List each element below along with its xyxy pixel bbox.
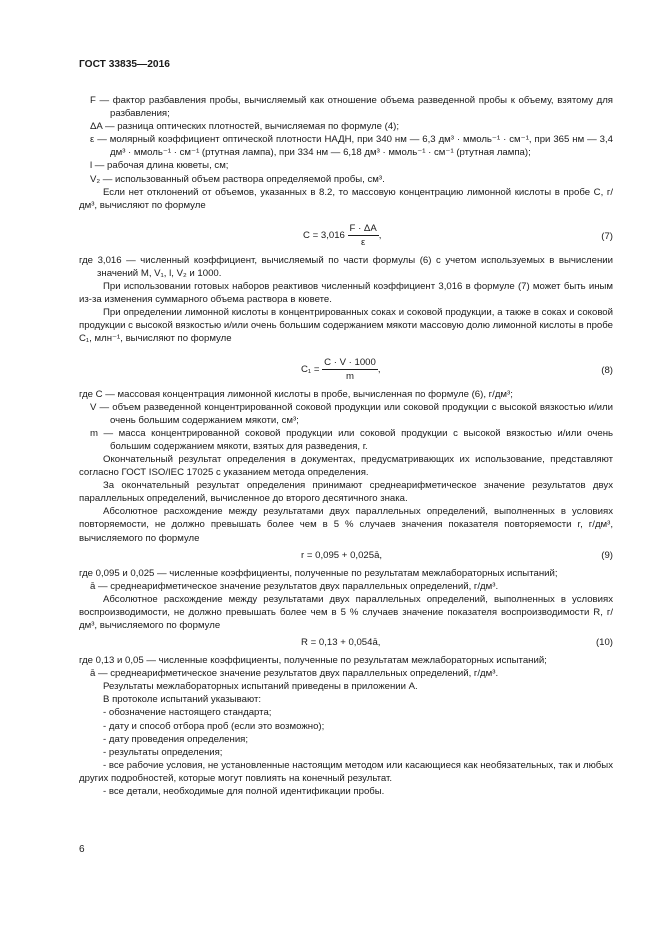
list-item: - обозначение настоящего стандарта;: [103, 707, 272, 719]
where-clause: где 3,016 — численный коэффициент, вычисляемый по части формулы (6) с учетом используемых в вычислении значений M, V₁, l, V₂ и 1000.: [79, 254, 613, 279]
numerator: F · ΔA: [348, 222, 379, 236]
paragraph: Абсолютное расхождение между результатами двух параллельных определений, выполненных в условиях воспроизводимости, не должно превышать более чем в 5 % случаев значение показателя воспроизводимости R, г/дм³, вычисляемого по формуле: [79, 593, 613, 631]
paragraph: Результаты межлабораторных испытаний приведены в приложении А.: [103, 681, 418, 693]
paragraph: Абсолютное расхождение между результатами двух параллельных определений, выполненных в условиях повторяемости, не должно превышать более чем в 5 % случаев значения показателя повторяемости r, г/дм³, вычисляемого по формуле: [79, 506, 613, 544]
fraction: [322, 356, 378, 383]
list-item: - все рабочие условия, не установленные настоящим методом или касающиеся как необязательных, так и любых других подробностей, которые могут повлиять на конечный результат.: [79, 759, 613, 784]
document-header: ГОСТ 33835—2016: [79, 59, 170, 70]
definition-item: ΔA — разница оптических плотностей, вычисляемая по формуле (4);: [90, 121, 400, 133]
formula-number: (9): [601, 549, 613, 561]
formula-number: (8): [601, 364, 613, 376]
definition-item: l — рабочая длина кюветы, см;: [90, 160, 229, 172]
denominator: m: [345, 370, 354, 382]
formula-9: [79, 549, 613, 563]
list-item: - дату и способ отбора проб (если это возможно);: [103, 720, 325, 732]
list-item: - результаты определения;: [103, 746, 223, 758]
definition-item: F — фактор разбавления пробы, вычисляемый как отношение объема разведенной пробы к объему, взятому для разбавления;: [90, 95, 613, 120]
formula-number: (7): [601, 230, 613, 242]
where-clause: где 0,095 и 0,025 — численные коэффициенты, полученные по результатам межлабораторных испытаний;: [79, 567, 558, 579]
definition-item: ε — молярный коэффициент оптической плотности НАДН, при 340 нм — 6,3 дм³ · ммоль⁻¹ · см⁻¹, при 365 нм — 3,4 дм³ · ммоль⁻¹ · см⁻¹ (ртутная лампа), при 334 нм — 6,18 дм³ · ммоль⁻¹ · см⁻¹ (ртутная лампа);: [90, 134, 613, 159]
formula-lhs: C = 3,016: [303, 229, 345, 241]
formula-7: [79, 218, 613, 250]
paragraph: При определении лимонной кислоты в концентрированных соках и соковой продукции, а также в соках и соковой продукции с высокой вязкостью и/или очень большим содержанием мякоти массовую долю лимонной кислоты в пробе C₁, млн⁻¹, вычисляют по формуле: [79, 307, 613, 345]
denominator: ε: [361, 236, 366, 248]
formula-10: [79, 636, 613, 650]
where-clause: где 0,13 и 0,05 — численные коэффициенты, полученные по результатам межлабораторных испытаний;: [79, 655, 547, 667]
definition-item: ā — среднеарифметическое значение результатов двух параллельных определений, г/дм³.: [90, 580, 499, 592]
page-number: 6: [79, 844, 85, 855]
fraction: [348, 222, 379, 249]
formula-expression: r = 0,095 + 0,025ā,: [301, 549, 383, 561]
paragraph: Если нет отклонений от объемов, указанных в 8.2, то массовую концентрацию лимонной кислоты в пробе C, г/дм³, вычисляют по формуле: [79, 186, 613, 211]
formula-expression: R = 0,13 + 0,054ā,: [301, 637, 381, 649]
definition-item: V₂ — использованный объем раствора определяемой пробы, см³.: [90, 173, 385, 185]
paragraph: Окончательный результат определения в документах, предусматривающих их использование, представляют согласно ГОСТ ISO/IEC 17025 с указанием метода определения.: [79, 453, 613, 479]
paragraph: При использовании готовых наборов реактивов численный коэффициент 3,016 в формуле (7) может быть иным из-за изменения суммарного объема раствора в кювете.: [79, 281, 613, 306]
definition-item: V — объем разведенной концентрированной соковой продукции или соковой продукции с высокой вязкостью и/или очень большим содержанием мякоти, см³;: [90, 401, 613, 426]
numerator: C · V · 1000: [322, 356, 378, 370]
formula-lhs: C₁ =: [301, 363, 320, 375]
list-item: - все детали, необходимые для полной идентификации пробы.: [103, 786, 385, 798]
formula-8: [79, 352, 613, 384]
formula-tail: ,: [377, 363, 381, 375]
paragraph: За окончательный результат определения принимают среднеарифметическое значение результатов двух параллельных определений, вычисленное до второго десятичного знака.: [79, 480, 613, 505]
definition-item: ā — среднеарифметическое значение результатов двух параллельных определений, г/дм³.: [90, 668, 499, 680]
where-clause: где C — массовая концентрация лимонной кислоты в пробе, вычисленная по формуле (6), г/дм³;: [79, 388, 513, 400]
paragraph: В протоколе испытаний указывают:: [103, 694, 262, 706]
formula-tail: ,: [378, 229, 382, 241]
list-item: - дату проведения определения;: [103, 733, 249, 745]
definition-item: m — масса концентрированной соковой продукции или соковой продукции с высокой вязкостью и/или очень большим содержанием мякоти, взятых для разведения, г.: [90, 427, 613, 452]
formula-number: (10): [595, 637, 613, 649]
page-body: [79, 94, 613, 798]
